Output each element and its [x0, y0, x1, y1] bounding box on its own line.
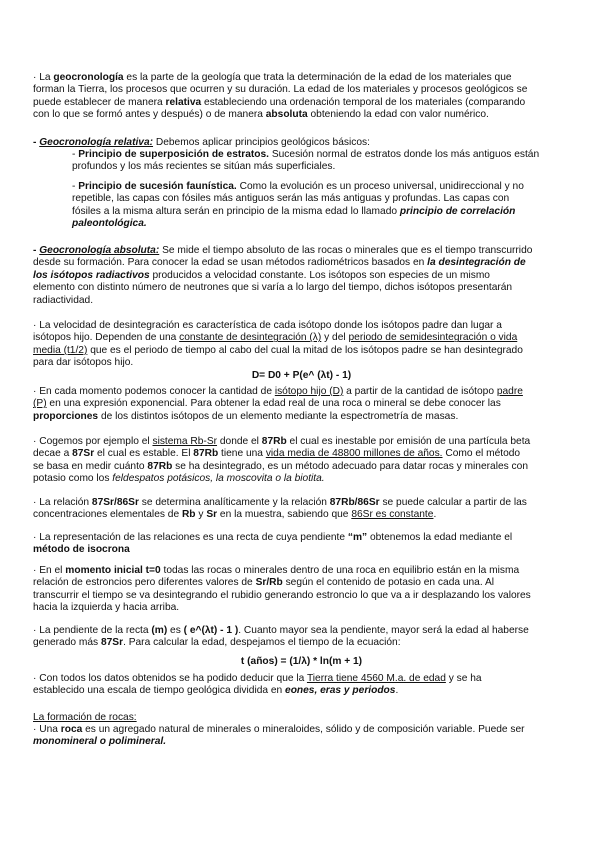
cada-momento-paragraph: · En cada momento podemos conocer la cantidad de isótopo hijo (D) a partir de la cantidad de isótopo padre (P) en una expresión exponencial. Para obtener la edad real de una roca o mineral se debe conocer las proporciones de los distintos isótopos de un elemento mediante la espectrometría de masas.: [33, 386, 523, 422]
representacion-paragraph: · La representación de las relaciones es una recta de cuya pendiente “m” obtenemos la edad mediante el método de isocrona: [33, 532, 513, 556]
formacion-heading: La formación de rocas:: [33, 712, 137, 723]
principle-sucesion-faunistica: - Principio de sucesión faunística. Como la evolución es un proceso universal, unidireccional y no repetible, las capas con fósiles más antiguos serán las más antiguas y profundas. Las capas con fósiles a la misma altura serán en principio de la misma edad lo llamado principio de correlación paleontológica.: [72, 181, 524, 230]
text-line: puede establecer de manera relativa estableciendo una ordenación temporal de los materiales (comparando: [33, 96, 526, 108]
text-line: con lo que se formó antes y después) o de manera absoluta obteniendo la edad con valor numérico.: [33, 109, 489, 121]
principle-superposicion: - Principio de superposición de estratos. Sucesión normal de estratos donde los más antiguos están profundos y los más recientes se sitúan más superficiales.: [72, 149, 540, 173]
pendiente-paragraph: · La pendiente de la recta (m) es ( e^(λt) - 1 ). Cuanto mayor sea la pendiente, mayor será la edad al haberse generado más 87Sr. Para calcular la edad, despejamos el tiempo de la ecuación:: [33, 625, 529, 649]
text-line: · La geocronología es la parte de la geología que trata la determinación de la edad de los materiales que: [33, 72, 512, 83]
absoluta-paragraph: - Geocronología absoluta: Se mide el tiempo absoluto de las rocas o minerales que es el tiempo transcurrido desde su formación. Para conocer la edad se usan métodos radiométricos basados en la desintegración de los isótopos radiactivos producidos a velocidad constante. Los isótopos son especies de un mismo elemento con distinto número de neutrones que si varía a lo largo del tiempo, dichos isótopos presentarán radiactividad.: [33, 245, 533, 306]
rbsr-paragraph: · Cogemos por ejemplo el sistema Rb-Sr donde el 87Rb el cual es inestable por emisión de una partícula beta decae a 87Sr el cual es estable. El 87Rb tiene una vida media de 48800 millones de años. Como el método se basa en medir cuánto 87Rb se ha desintegrado, es un método adecuado para datar rocas y minerales con potasio como los feldespatos potásicos, la moscovita o la biotita.: [33, 436, 531, 485]
age-formula: t (años) = (1/λ) * ln(m + 1): [240, 656, 363, 667]
text-line: forman la Tierra, los procesos que ocurren y su duración. La edad de los materiales y procesos geológicos se: [33, 84, 528, 96]
intro-paragraph: [33, 72, 570, 122]
velocidad-paragraph: · La velocidad de desintegración es característica de cada isótopo donde los isótopos padre dan lugar a isótopos hijo. Dependen de una constante de desintegración (λ) y del periodo de semidesintegración o vida media (t1/2) que es el periodo de tiempo al cabo del cual la mitad de los isótopos padre se han desintegrado para dar isótopos hijo.: [33, 320, 523, 369]
formacion-paragraph: · Una roca es un agregado natural de minerales o mineraloides, sólido y de composición variable. Puede ser monomineral o polimineral.: [33, 724, 525, 748]
decay-formula: D= D0 + P(e^ (λt) - 1): [251, 370, 352, 381]
momento-inicial-paragraph: · En el momento inicial t=0 todas las rocas o minerales dentro de una roca en equilibrio están en la misma relación de estroncios pero diferentes valores de Sr/Rb según el contenido de potasio en cada una. Al transcurrir el tiempo se va desintegrando el rubidio generando estroncio lo que va a ir desplazando los valores hacia la izquierda y hacia arriba.: [33, 565, 531, 614]
con-todos-paragraph: · Con todos los datos obtenidos se ha podido deducir que la Tierra tiene 4560 M.a. de edad y se ha establecido una escala de tiempo geológica dividida en eones, eras y periodos.: [33, 673, 482, 697]
relativa-heading: - Geocronología relativa: Debemos aplicar principios geológicos básicos:: [33, 137, 370, 148]
relacion-paragraph: · La relación 87Sr/86Sr se determina analíticamente y la relación 87Rb/86Sr se puede calcular a partir de las concentraciones elementales de Rb y Sr en la muestra, sabiendo que 86Sr es constante.: [33, 497, 527, 521]
